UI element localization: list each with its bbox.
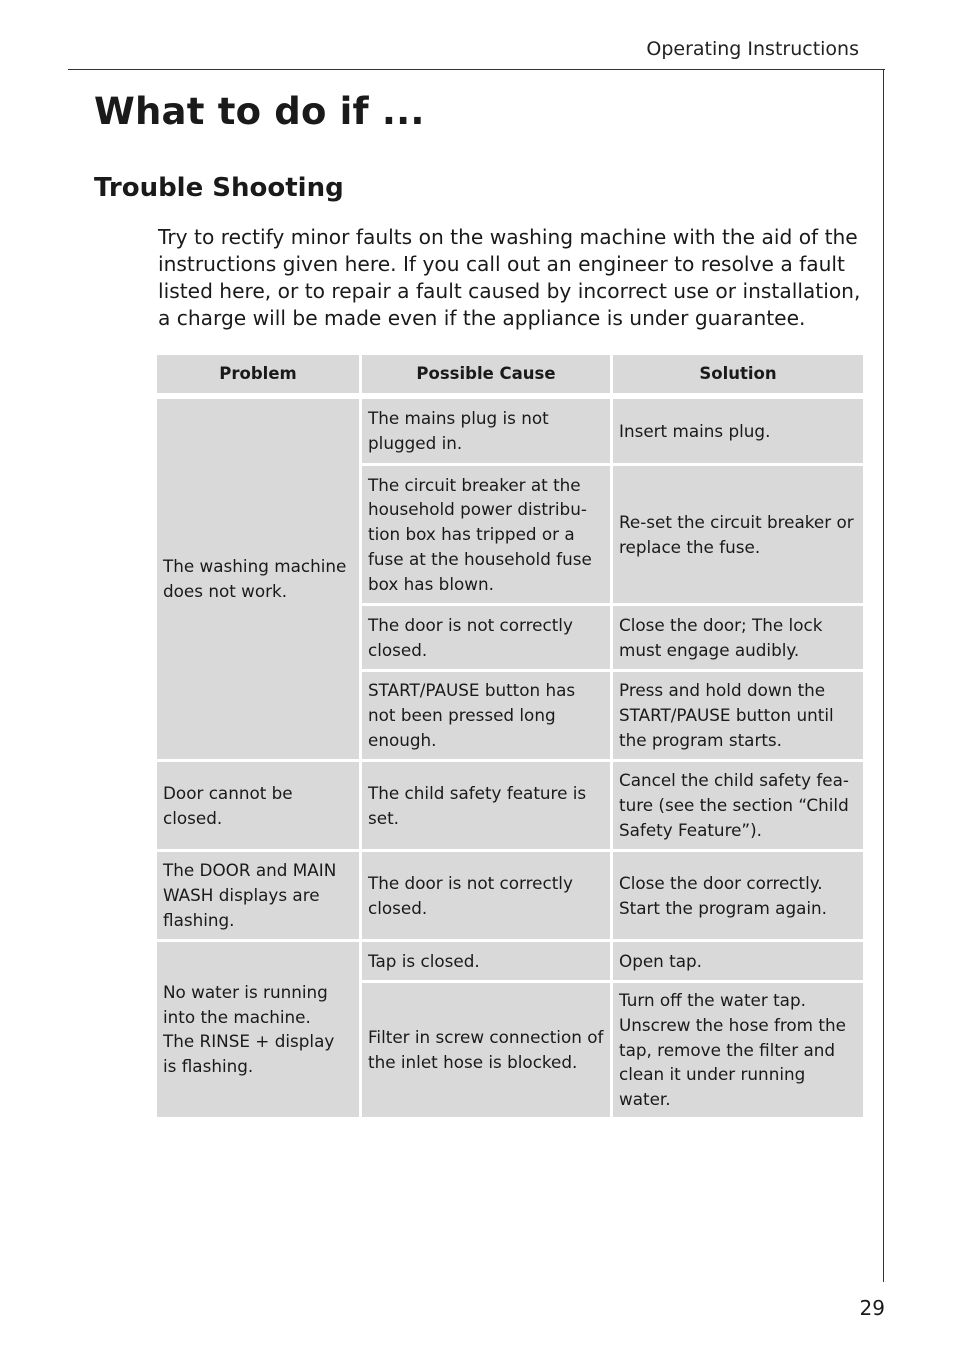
section-title: Trouble Shooting [94, 173, 344, 203]
cause-cell: The door is not correctly closed. [362, 852, 610, 939]
cause-cell: The circuit breaker at the household power distribu-tion box has tripped or a fuse at the household fuse box has blown. [362, 466, 610, 603]
solution-cell: Turn off the water tap. Unscrew the hose from the tap, remove the filter and clean it under running water. [613, 983, 863, 1117]
section-header-label: Operating Instructions [646, 38, 859, 60]
troubleshooting-table [154, 352, 866, 1120]
header-divider [68, 69, 885, 70]
problem-cell: The DOOR and MAIN WASH displays are flashing. [157, 852, 359, 939]
problem-cell: The washing machine does not work. [157, 399, 359, 759]
cause-cell: Filter in screw connection of the inlet hose is blocked. [362, 983, 610, 1117]
solution-cell: Press and hold down the START/PAUSE button until the program starts. [613, 672, 863, 759]
cause-cell: Tap is closed. [362, 942, 610, 980]
table-row [157, 852, 863, 939]
table-header-row [157, 355, 863, 393]
column-header-solution: Solution [613, 355, 863, 393]
problem-cell: Door cannot be closed. [157, 762, 359, 849]
cause-cell: The mains plug is not plugged in. [362, 399, 610, 463]
column-header-problem: Problem [157, 355, 359, 393]
cause-cell: The child safety feature is set. [362, 762, 610, 849]
solution-cell: Close the door; The lock must engage audibly. [613, 606, 863, 669]
margin-divider [883, 69, 884, 1282]
solution-cell: Insert mains plug. [613, 399, 863, 463]
solution-cell: Cancel the child safety fea-ture (see the section “Child Safety Feature”). [613, 762, 863, 849]
cause-cell: The door is not correctly closed. [362, 606, 610, 669]
problem-cell: No water is running into the machine. The RINSE + display is flashing. [157, 942, 359, 1117]
column-header-cause: Possible Cause [362, 355, 610, 393]
solution-cell: Close the door correctly. Start the program again. [613, 852, 863, 939]
table-row [157, 399, 863, 463]
solution-cell: Open tap. [613, 942, 863, 980]
table-row [157, 762, 863, 849]
page-number: 29 [859, 1296, 885, 1320]
table-row [157, 942, 863, 980]
page-title: What to do if ... [94, 90, 425, 133]
cause-cell: START/PAUSE button has not been pressed long enough. [362, 672, 610, 759]
solution-cell: Re-set the circuit breaker or replace the fuse. [613, 466, 863, 603]
intro-paragraph: Try to rectify minor faults on the washing machine with the aid of the instructions given here. If you call out an engineer to resolve a fault listed here, or to repair a fault caused by incorrect use or installation, a charge will be made even if the appliance is under guarantee. [158, 225, 861, 330]
